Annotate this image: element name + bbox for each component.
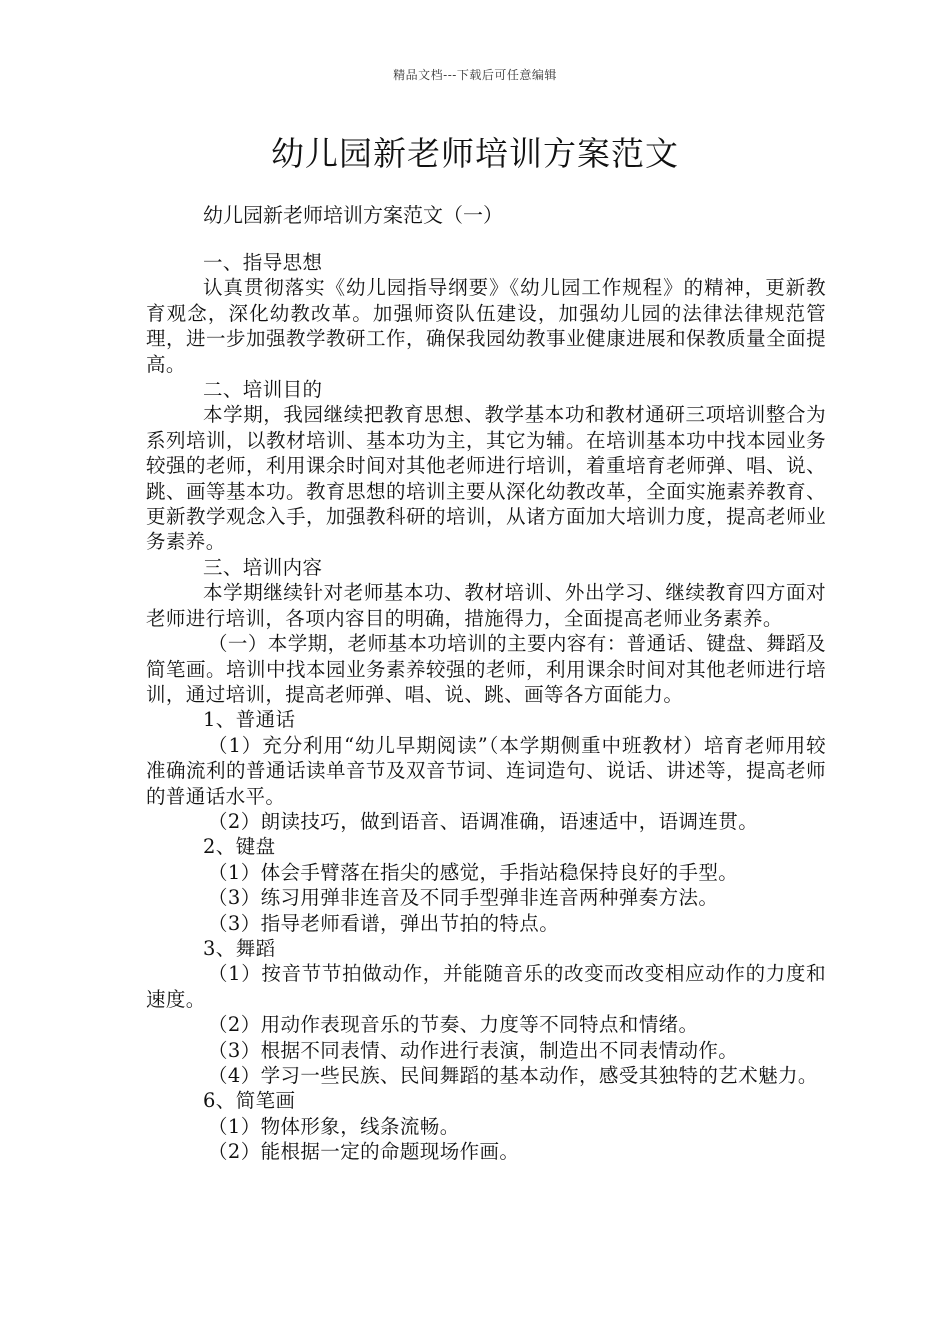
section-heading: 三、培训内容	[203, 555, 323, 579]
section-heading: 1、普通话	[203, 708, 296, 732]
paragraph: （1）物体形象，线条流畅。	[208, 1114, 460, 1138]
paragraph: （2）朗读技巧，做到语音、语调准确，语速适中，语调连贯。	[208, 809, 759, 833]
paragraph: （2）用动作表现音乐的节奏、力度等不同特点和情绪。	[208, 1013, 699, 1037]
document-subtitle: 幼儿园新老师培训方案范文（一）	[203, 203, 503, 227]
paragraph: （一）本学期，老师基本功培训的主要内容有：普通话、键盘、舞蹈及简笔画。培训中找本园业务素养较强的老师，利用课余时间对其他老师进行培训，通过培训，提高老师弹、唱、说、跳、画等各方面能力。	[146, 632, 826, 706]
paragraph: （3）指导老师看谱，弹出节拍的特点。	[208, 911, 560, 935]
document-body	[146, 250, 826, 1165]
section-heading: 3、舞蹈	[203, 936, 276, 960]
section-heading: 二、培训目的	[203, 378, 323, 402]
section-heading: 一、指导思想	[203, 251, 323, 274]
paragraph: （2）能根据一定的命题现场作画。	[208, 1140, 520, 1164]
section-heading: 6、简笔画	[203, 1089, 296, 1113]
paragraph: （3）练习用弹非连音及不同手型弹非连音两种弹奏方法。	[208, 886, 719, 910]
document-title: 幼儿园新老师培训方案范文	[271, 134, 679, 173]
paragraph: 认真贯彻落实《幼儿园指导纲要》《幼儿园工作规程》的精神，更新教育观念，深化幼教改革。加强师资队伍建设，加强幼儿园的法律法律规范管理，进一步加强教学教研工作，确保我园幼教事业健康进展和保教质量全面提高。	[146, 276, 826, 376]
paragraph: （1）按音节节拍做动作，并能随音乐的改变而改变相应动作的力度和速度。	[146, 962, 826, 1011]
paragraph: 本学期，我园继续把教育思想、教学基本功和教材通研三项培训整合为系列培训，以教材培训、基本功为主，其它为辅。在培训基本功中找本园业务较强的老师，利用课余时间对其他老师进行培训，着重培育老师弹、唱、说、跳、画等基本功。教育思想的培训主要从深化幼教改革，全面实施素养教育、更新教学观念入手，加强教科研的培训，从诸方面加大培训力度，提高老师业务素养。	[146, 403, 826, 554]
paragraph: （1）充分利用“幼儿早期阅读”（本学期侧重中班教材）培育老师用较准确流利的普通话读单音节及双音节词、连词造句、说话、讲述等，提高老师的普通话水平。	[146, 733, 826, 808]
paragraph: 本学期继续针对老师基本功、教材培训、外出学习、继续教育四方面对老师进行培训，各项内容目的明确，措施得力，全面提高老师业务素养。	[146, 581, 826, 630]
paragraph: （3）根据不同表情、动作进行表演，制造出不同表情动作。	[208, 1038, 739, 1062]
page-header: 精品文档---下载后可任意编辑	[393, 68, 557, 82]
paragraph: （1）体会手臂落在指尖的感觉，手指站稳保持良好的手型。	[208, 860, 739, 884]
section-heading: 2、键盘	[203, 835, 276, 859]
paragraph: （4）学习一些民族、民间舞蹈的基本动作，感受其独特的艺术魅力。	[208, 1064, 818, 1087]
